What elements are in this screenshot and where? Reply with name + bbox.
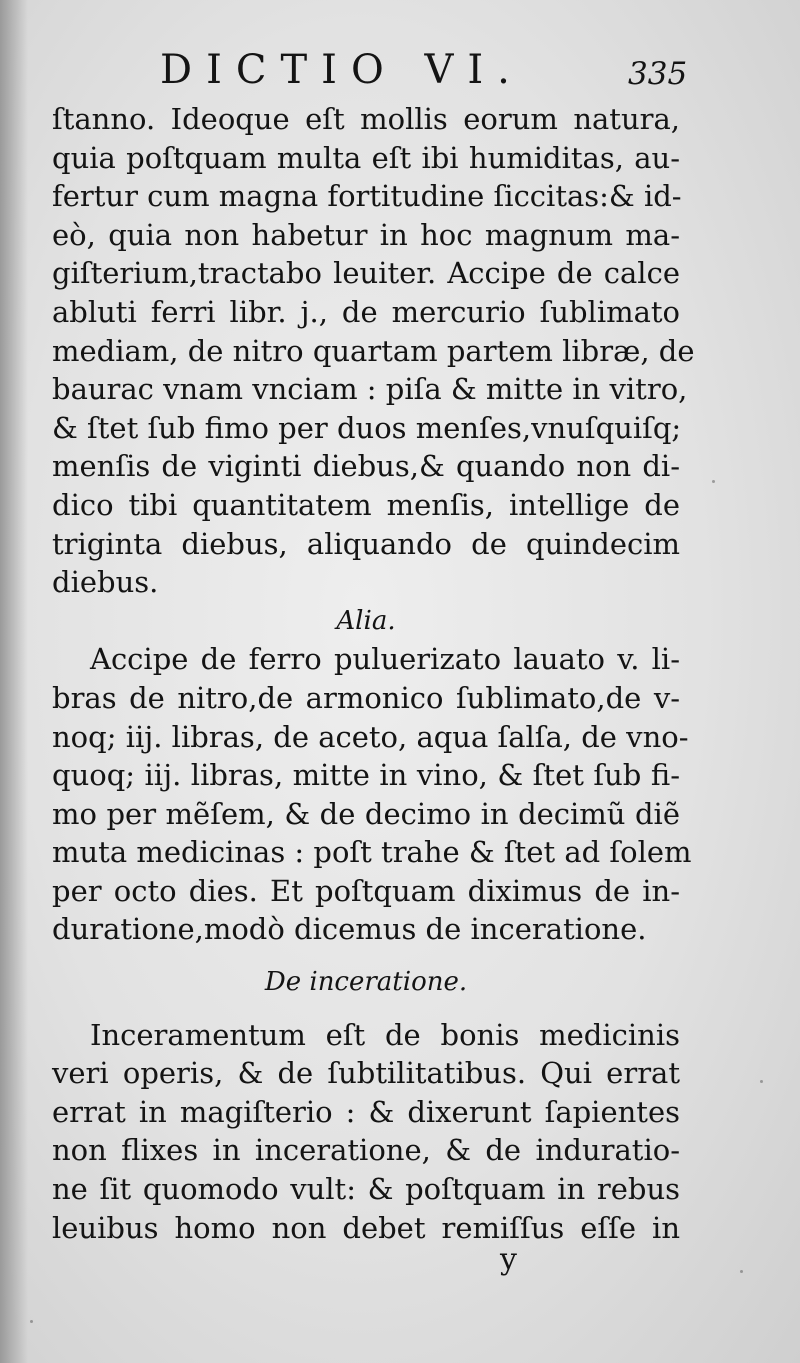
- paper-speck: [30, 1320, 33, 1323]
- text-line: triginta diebus, aliquando de quindecim: [52, 526, 680, 561]
- text-line: Accipe de ferro puluerizato lauato v. li-: [90, 642, 680, 677]
- text-line: dico tibi quantitatem menſis, intellige de: [52, 487, 680, 522]
- text-line: quoq; iij. libras, mitte in vino, & ſtet ſub fi-: [52, 758, 680, 793]
- signature-mark: y: [500, 1242, 517, 1277]
- text-line: diebus.: [52, 565, 159, 600]
- paper-speck: [740, 1270, 743, 1273]
- text-line: baurac vnam vnciam : piſa & mitte in vitro,: [52, 372, 688, 407]
- text-line: muta medicinas : poſt trahe & ſtet ad ſolem: [52, 835, 692, 870]
- text-line: ne ſit quomodo vult: & poſtquam in rebus: [52, 1172, 680, 1207]
- main-text: [52, 100, 695, 1247]
- text-line: giſterium,tractabo leuiter. Accipe de calce: [52, 256, 680, 291]
- paper-speck: [760, 1080, 763, 1083]
- text-line: ſtanno. Ideoque eſt mollis eorum natura,: [52, 102, 680, 136]
- spacer: [52, 1002, 680, 1016]
- text-line: per octo dies. Et poſtquam diximus de in-: [52, 873, 680, 908]
- text-line: & ſtet ſub fimo per duos menſes,vnuſquiſq;: [52, 410, 682, 445]
- text-line: errat in magiſterio : & dixerunt ſapientes: [52, 1094, 680, 1129]
- section-heading-inceratione: De inceratione.: [264, 967, 468, 998]
- page-header: [0, 44, 800, 96]
- text-line: Inceramentum eſt de bonis medicinis: [90, 1017, 680, 1052]
- spacer: [52, 949, 680, 963]
- text-line: veri operis, & de ſubtilitatibus. Qui errat: [52, 1056, 680, 1091]
- page-number: 335: [628, 56, 688, 92]
- text-line: bras de nitro,de armonico ſublimato,de v-: [52, 680, 680, 715]
- text-line: fertur cum magna fortitudine ſiccitas:& id-: [52, 179, 682, 214]
- text-line: leuibus homo non debet remiſſus eſſe in: [52, 1210, 680, 1245]
- text-line: mo per mẽſem, & de decimo in decimũ diẽ: [52, 796, 680, 831]
- text-line: menſis de viginti diebus,& quando non di-: [52, 449, 680, 484]
- text-line: duratione,modò dicemus de inceratione.: [52, 912, 647, 947]
- running-head: DICTIO VI.: [160, 47, 524, 93]
- text-line: abluti ferri libr. j., de mercurio ſublimato: [52, 294, 680, 329]
- paper-speck: [712, 480, 715, 483]
- text-line: quia poſtquam multa eſt ibi humiditas, au-: [52, 140, 680, 175]
- text-line: non flixes in inceratione, & de induratio-: [52, 1133, 680, 1168]
- section-heading-alia: Alia.: [336, 605, 396, 636]
- text-line: mediam, de nitro quartam partem libræ, de: [52, 333, 695, 368]
- text-line: eò, quia non habetur in hoc magnum ma-: [52, 217, 680, 252]
- text-line: noq; iij. libras, de aceto, aqua ſalſa, de vno-: [52, 719, 689, 754]
- gutter-shadow: [0, 0, 28, 1363]
